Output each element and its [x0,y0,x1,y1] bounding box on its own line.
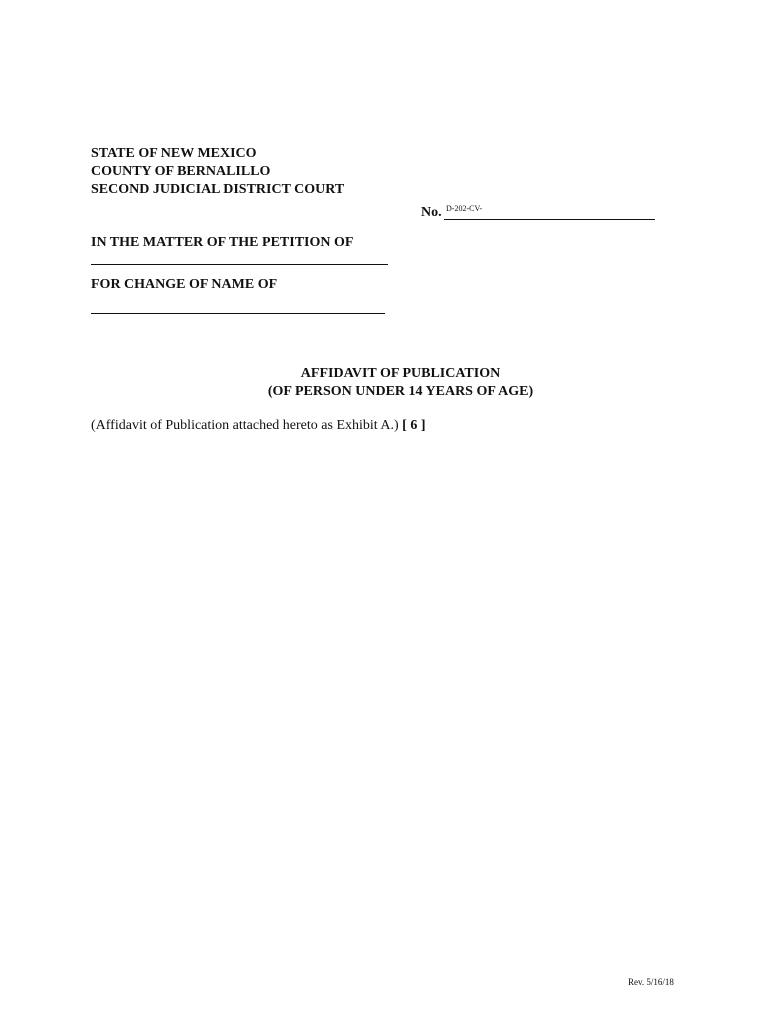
body-text: (Affidavit of Publication attached hereto as Exhibit A.) [91,418,399,433]
court-caption [91,145,344,199]
case-number-label: No. [421,205,442,220]
document-title [0,365,770,401]
title-line-1: AFFIDAVIT OF PUBLICATION [300,366,501,381]
state-line: STATE OF NEW MEXICO [91,146,257,161]
case-number-value: D-202-CV- [446,204,483,213]
change-of-name-heading: FOR CHANGE OF NAME OF [91,277,278,292]
title-line-2: (OF PERSON UNDER 14 YEARS OF AGE) [267,384,534,399]
case-number [421,200,656,222]
court-line: SECOND JUDICIAL DISTRICT COURT [91,182,345,197]
form-number-bracket: [ 6 ] [402,418,426,433]
county-line: COUNTY OF BERNALILLO [91,164,271,179]
case-number-field[interactable] [444,203,655,220]
subject-name-line[interactable] [91,313,385,314]
petition-heading: IN THE MATTER OF THE PETITION OF [91,235,354,250]
revision-date: Rev. 5/16/18 [628,977,674,987]
petitioner-name-line[interactable] [91,264,388,265]
body-paragraph [91,418,426,434]
